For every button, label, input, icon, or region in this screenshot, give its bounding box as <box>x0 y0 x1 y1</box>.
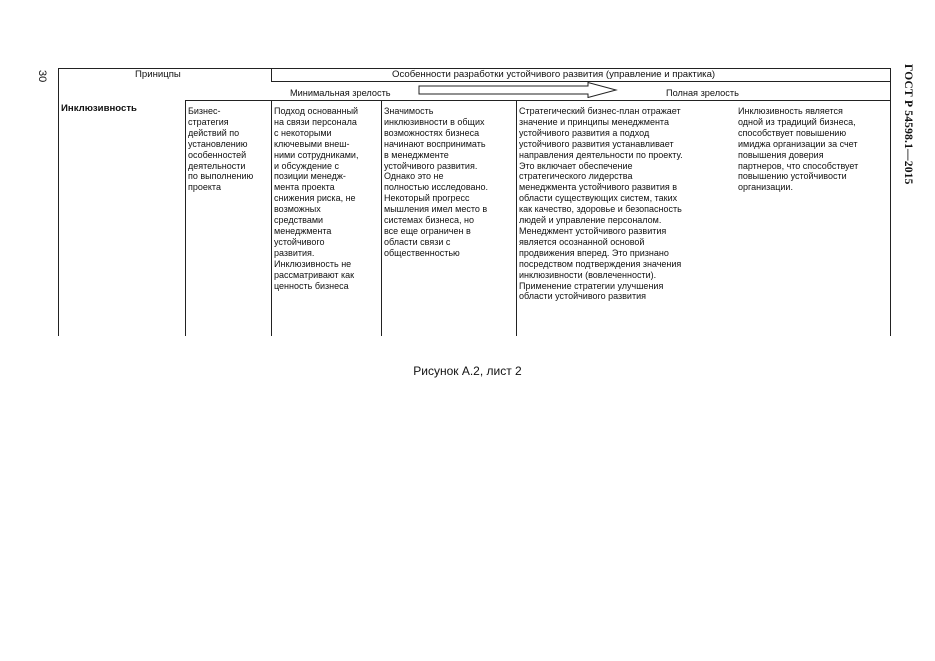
cell-approach: Подход основанный на связи персонала с некоторыми ключевыми внеш- ними сотрудниками, и обсуждение с позиции менедж- мента проекта снижения риска, не возможных средствами менеджмента устойчивого развития. Инклюзивность не рассматривают как ценность бизнеса <box>274 106 359 291</box>
cell-divider-2 <box>271 100 272 336</box>
cell-significance: Значимость инклюзивности в общих возможностях бизнеса начинают воспринимать в менеджменте устойчивого развития. Однако это не полностью исследовано. Некоторый прогресс мышления имел место в системах бизнеса, но все еще ограничен в области связи с общественностью <box>384 106 488 258</box>
standard-code: ГОСТ Р 54598.1—2015 <box>902 64 914 185</box>
table-right-border <box>890 68 891 336</box>
header-features: Особенности разработки устойчивого развития (управление и практика) <box>392 69 716 80</box>
cell-business-strategy: Бизнес- стратегия действий по установлению особенностей деятельности по выполнению проекта <box>188 106 254 193</box>
figure-caption: Рисунок А.2, лист 2 <box>413 364 522 378</box>
cell-tradition: Инклюзивность является одной из традиций бизнеса, способствует повышению имиджа организации за счет повышения доверия партнеров, что способствует повышению устойчивости организации. <box>738 106 859 193</box>
page-number: 30 <box>36 70 48 83</box>
header-full-maturity: Полная зрелость <box>666 88 739 98</box>
table-left-border <box>58 68 59 336</box>
header-min-maturity: Минимальная зрелость <box>290 88 391 98</box>
header-principles: Приницпы <box>135 69 181 80</box>
maturity-table <box>58 68 890 336</box>
cell-divider-1 <box>185 100 186 336</box>
cell-divider-3 <box>381 100 382 336</box>
row-top-border <box>185 100 890 101</box>
maturity-arrow-icon <box>418 82 618 98</box>
cell-divider-4 <box>516 100 517 336</box>
row-label-inclusivity: Инклюзивность <box>61 103 137 114</box>
header-split-line <box>271 68 272 81</box>
cell-strategic-plan: Стратегический бизнес-план отражает значение и принципы менеджмента устойчивого развития а подход устойчивого развития устанавливает направления деятельности по проекту. Это включает обеспечение стратегического лидерства менеджмента устойчивого развития в области существующих систем, таких как качество, здоровье и безопасность людей и управление персоналом. Менеджмент устойчивого развития является осознанной основой продвижения вперед. Это признано посредством подтверждения значения инклюзивности (вовлеченности). Применение стратегии улучшения области устойчивого развития <box>519 106 683 302</box>
